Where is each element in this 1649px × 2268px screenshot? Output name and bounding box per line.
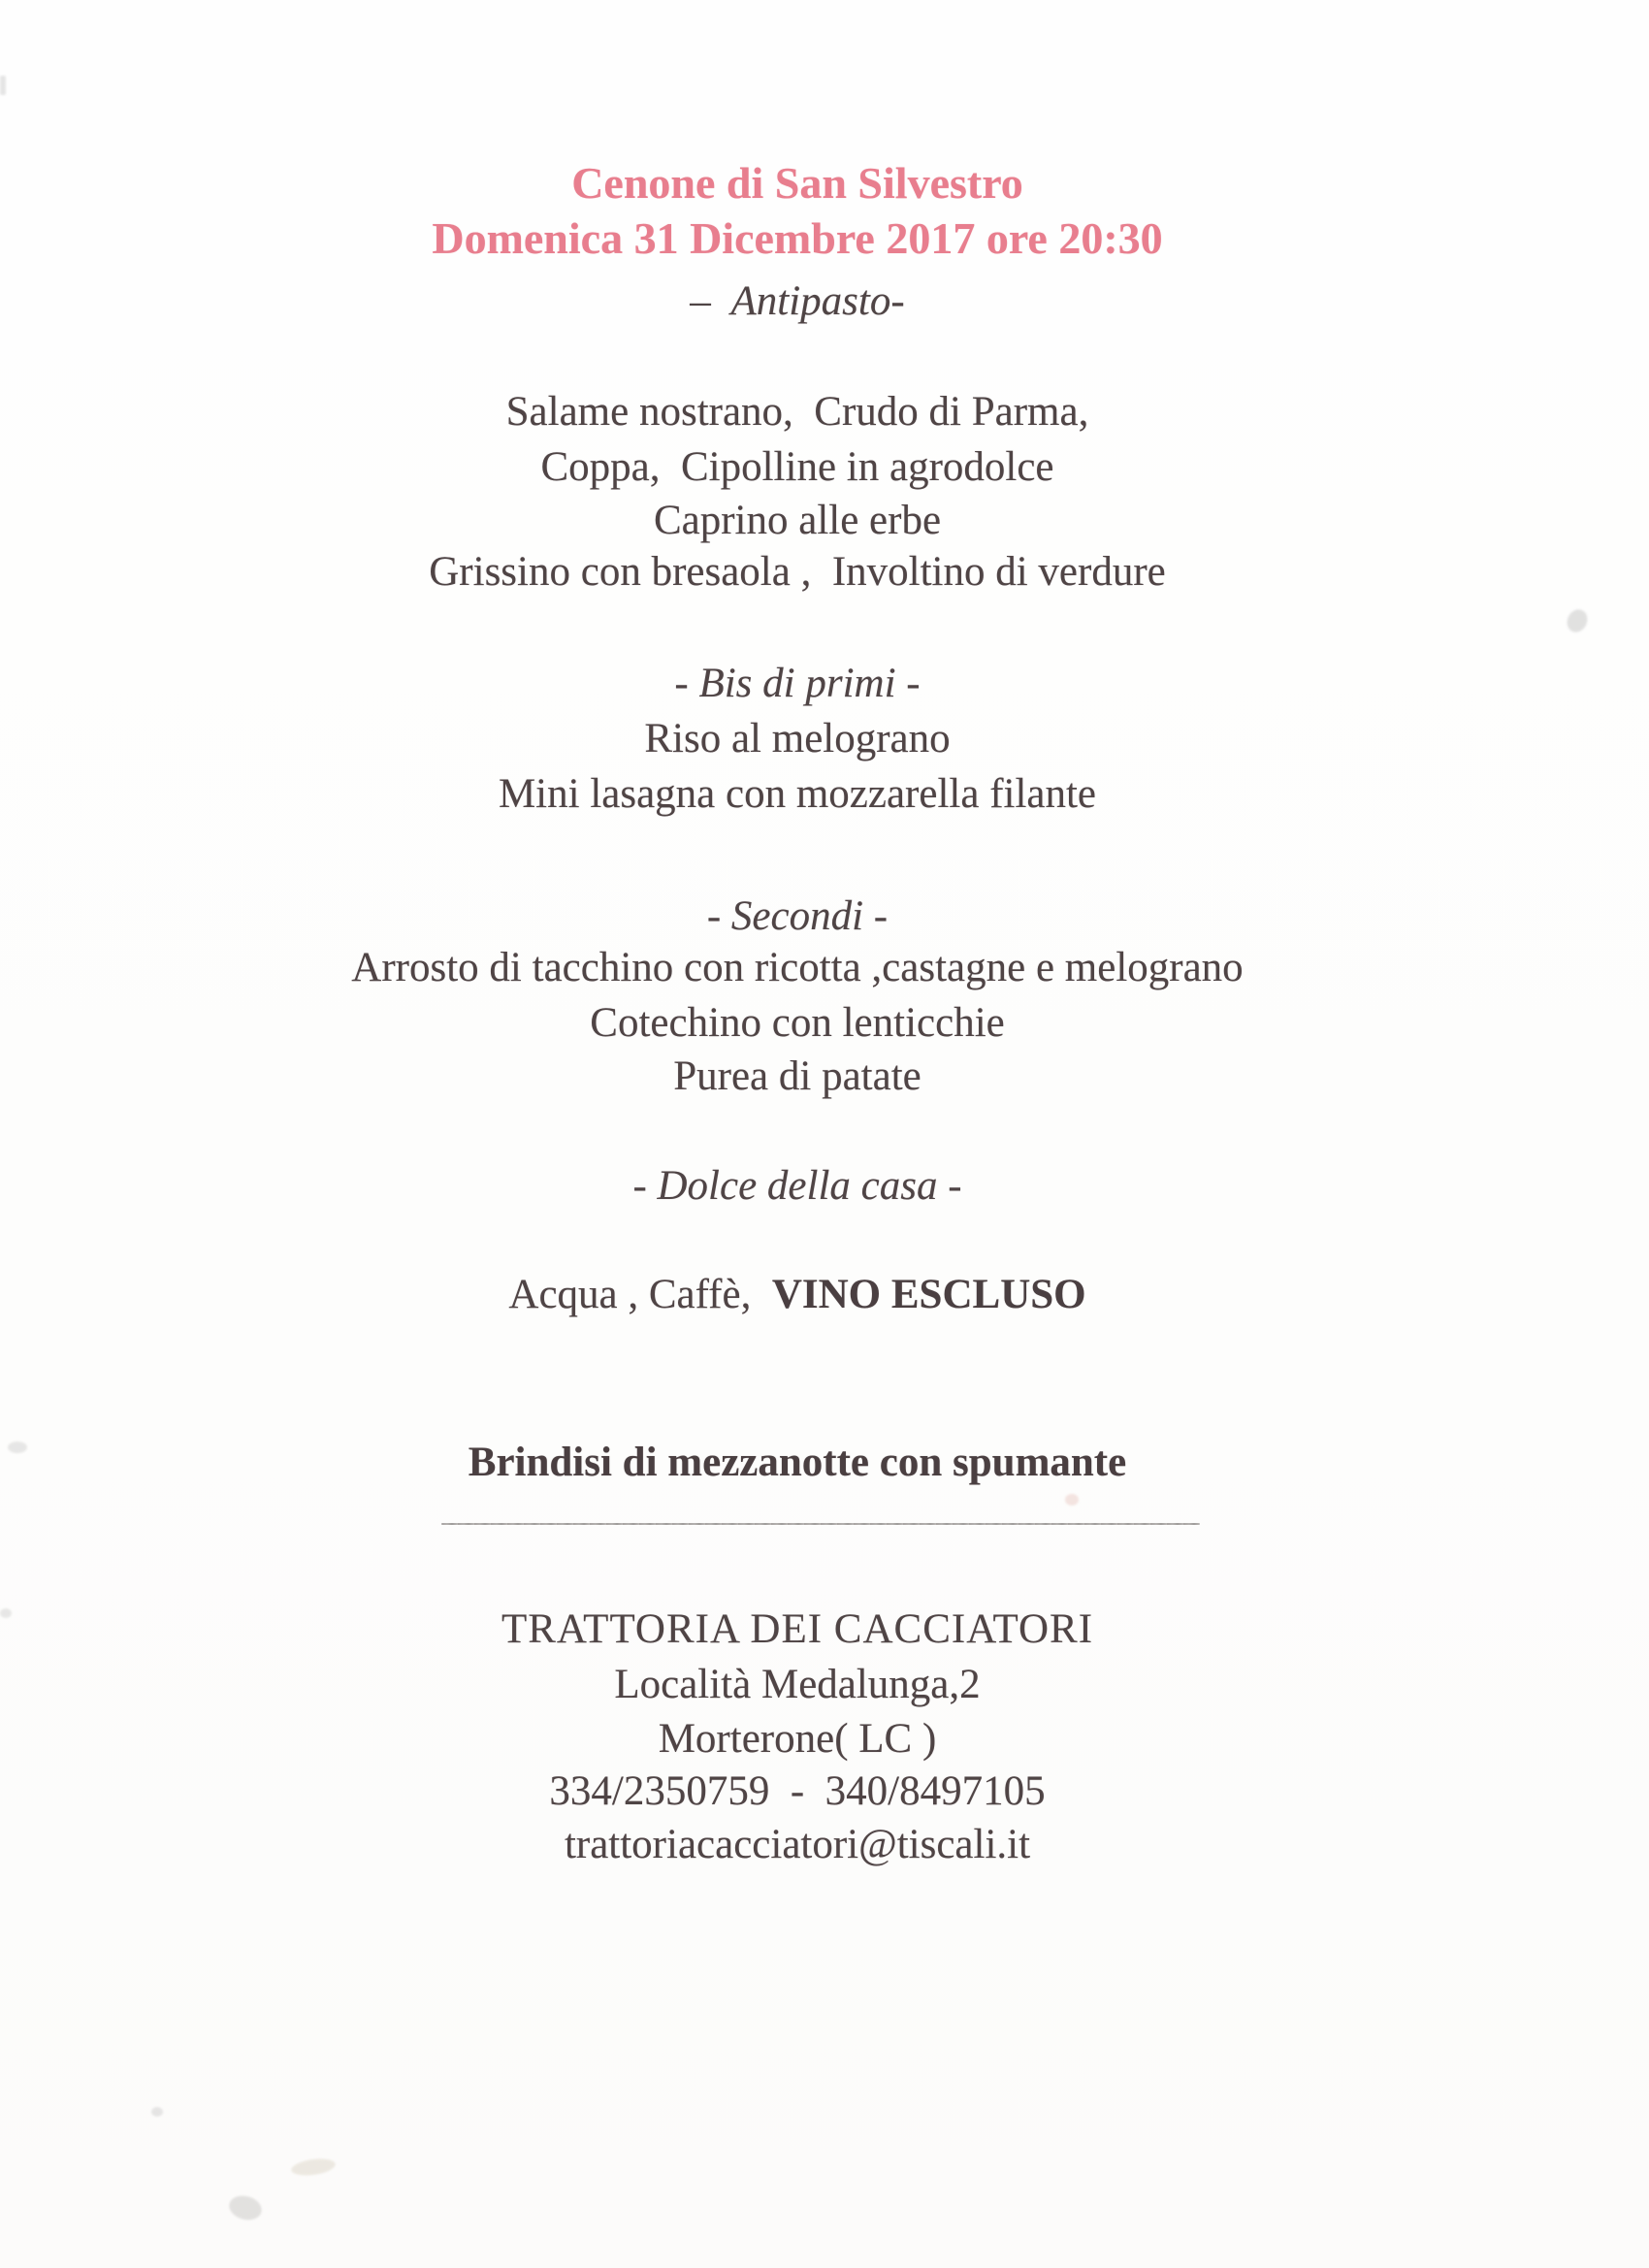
midnight-toast-line: Brindisi di mezzanotte con spumante: [468, 1440, 1127, 1485]
menu-item: Mini lasagna con mozzarella filante: [498, 771, 1097, 817]
section-header-primi: - Bis di primi -: [674, 661, 921, 706]
scan-artifact: [1564, 606, 1591, 635]
menu-item: Grissino con bresaola , Involtino di verdure: [429, 549, 1166, 595]
menu-item: Arrosto di tacchino con ricotta ,castagne e melograno: [351, 945, 1244, 990]
scan-artifact: [0, 76, 6, 95]
section-header-secondi: - Secondi -: [706, 893, 889, 939]
menu-item: Coppa, Cipolline in agrodolce: [540, 444, 1054, 490]
event-title: Cenone di San Silvestro: [571, 158, 1023, 208]
restaurant-email: trattoriacacciatori@tiscali.it: [564, 1822, 1031, 1867]
scan-artifact: [290, 2156, 337, 2178]
scan-artifact: [1065, 1494, 1079, 1506]
beverages-included: Acqua , Caffè,: [508, 1272, 772, 1317]
menu-item: Riso al melograno: [644, 716, 951, 761]
event-date-time: Domenica 31 Dicembre 2017 ore 20:30: [432, 213, 1163, 263]
section-header-antipasto: – Antipasto-: [690, 278, 905, 324]
menu-item: Purea di patate: [673, 1053, 922, 1099]
beverages-line: [0, 1267, 1595, 1322]
scan-artifact: [8, 1442, 27, 1453]
wine-excluded-note: VINO ESCLUSO: [771, 1272, 1086, 1317]
restaurant-phones: 334/2350759 - 340/8497105: [549, 1768, 1046, 1814]
menu-item: Caprino alle erbe: [653, 498, 942, 543]
restaurant-city: Morterone( LC ): [658, 1716, 937, 1762]
scan-artifact: [0, 1608, 12, 1618]
restaurant-name: TRATTORIA DEI CACCIATORI: [501, 1606, 1094, 1652]
menu-item: Salame nostrano, Crudo di Parma,: [505, 389, 1089, 435]
scan-artifact: [226, 2192, 264, 2223]
section-header-dolce: - Dolce della casa -: [632, 1163, 962, 1209]
menu-item: Cotechino con lenticchie: [590, 1000, 1005, 1046]
scan-artifact: [151, 2107, 163, 2117]
restaurant-address: Località Medalunga,2: [614, 1662, 981, 1707]
horizontal-divider: [441, 1523, 1200, 1525]
